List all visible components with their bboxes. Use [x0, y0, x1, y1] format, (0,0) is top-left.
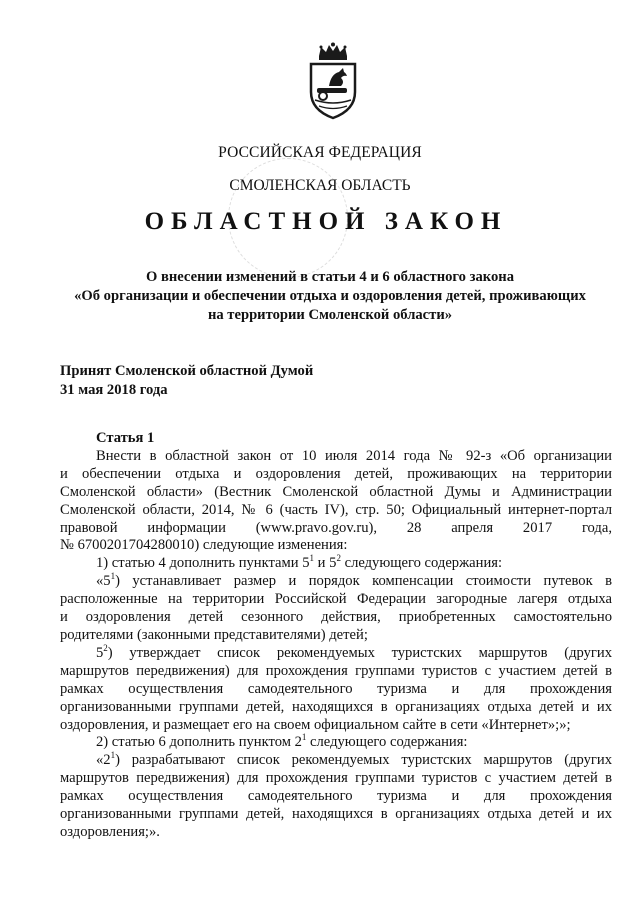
- text-line: оздоровления, и размещает его на своем официальном сайте в сети «Интернет»;»;: [60, 716, 571, 733]
- text-span: 5: [96, 644, 104, 661]
- text-line: и обеспечении отдыха и оздоровления детей, проживающих на территории: [60, 465, 612, 482]
- text-line: № 6700201704280010) следующие изменения:: [60, 537, 348, 554]
- article-heading: Статья 1: [96, 430, 155, 446]
- text-span: 1) статью 4 дополнить пунктами 5: [96, 555, 310, 572]
- article-1: [60, 430, 612, 842]
- text-span: следующего содержания:: [306, 734, 468, 751]
- text-line: организованными группами детей, находящихся в организациях отдыха детей и их: [60, 698, 612, 715]
- point-5-1-paragraph: [60, 573, 612, 645]
- text-line: Смоленской области» (Вестник Смоленской областной Думы и Администрации: [60, 483, 612, 500]
- adoption-note: [60, 362, 313, 400]
- law-title: ОБЛАСТНОЙ ЗАКОН: [144, 208, 508, 235]
- subject-line: «Об организации и обеспечении отдыха и оздоровления детей, проживающих: [74, 288, 586, 304]
- superscript: 1: [110, 750, 116, 761]
- smolensk-coat-of-arms-emblem: [301, 42, 365, 122]
- adoption-line: Принят Смоленской областной Думой: [60, 363, 314, 379]
- text-line: рамках осуществления самодеятельного туризма и для прохождения: [60, 788, 612, 805]
- text-line: [60, 573, 612, 591]
- text-line: [60, 645, 612, 663]
- point-5-2-paragraph: [60, 645, 612, 735]
- superscript: 1: [110, 571, 116, 582]
- superscript: 2: [336, 553, 341, 564]
- amendment-item-1: [60, 555, 612, 573]
- text-line: Смоленской области, 2014, № 6 (часть IV), стр. 50; Официальный интернет-портал: [60, 501, 612, 518]
- text-line: [60, 752, 612, 770]
- text-span: 2) статью 6 дополнить пунктом 2: [96, 734, 302, 751]
- text-line: маршрутов передвижения) для прохождения группами туристов с участием детей в: [60, 770, 612, 787]
- superscript: 1: [301, 732, 307, 743]
- oblast-heading: СМОЛЕНСКАЯ ОБЛАСТЬ: [229, 177, 411, 194]
- text-span: ) утверждает список рекомендуемых туристских маршрутов (других: [107, 644, 612, 661]
- point-2-1-paragraph: [60, 752, 612, 842]
- text-span: «5: [96, 573, 111, 590]
- text-line: маршрутов передвижения) для прохождения группами туристов с участием детей в: [60, 662, 612, 679]
- text-span: и 5: [314, 555, 337, 572]
- subject-line: О внесении изменений в статьи 4 и 6 областного закона: [145, 269, 514, 285]
- text-line: организованными группами детей, находящихся в организациях отдыха детей и их: [60, 806, 612, 823]
- text-line: расположенные на территории Российской Федерации загородные лагеря отдыха: [60, 591, 612, 608]
- text-line: и оздоровления детей сезонного действия, приобретенных самостоятельно: [60, 609, 612, 626]
- federation-heading: РОССИЙСКАЯ ФЕДЕРАЦИЯ: [218, 144, 422, 161]
- text-span: ) разрабатывают список рекомендуемых туристских маршрутов (других: [115, 752, 612, 769]
- article-intro-paragraph: [60, 448, 612, 555]
- text-span: ) устанавливает размер и порядок компенсации стоимости путевок в: [115, 573, 612, 590]
- text-line: родителями (законными представителями) детей;: [60, 626, 368, 643]
- text-line: оздоровления;».: [60, 823, 160, 840]
- amendment-item-2: [60, 734, 612, 752]
- text-span: следующего содержания:: [340, 555, 503, 572]
- law-subject: [60, 268, 600, 325]
- text-line: рамках осуществления самодеятельного туризма и для прохождения: [60, 680, 612, 697]
- text-line: правовой информации (www.pravo.gov.ru), 28 апреля 2017 года,: [60, 519, 612, 536]
- superscript: 2: [103, 643, 108, 654]
- text-span: «2: [96, 752, 111, 769]
- text-line: Внести в областной закон от 10 июля 2014 года № 92-з «Об организации: [96, 447, 612, 464]
- adoption-date: 31 мая 2018 года: [60, 382, 168, 398]
- subject-line: на территории Смоленской области»: [207, 307, 453, 323]
- superscript: 1: [309, 553, 315, 564]
